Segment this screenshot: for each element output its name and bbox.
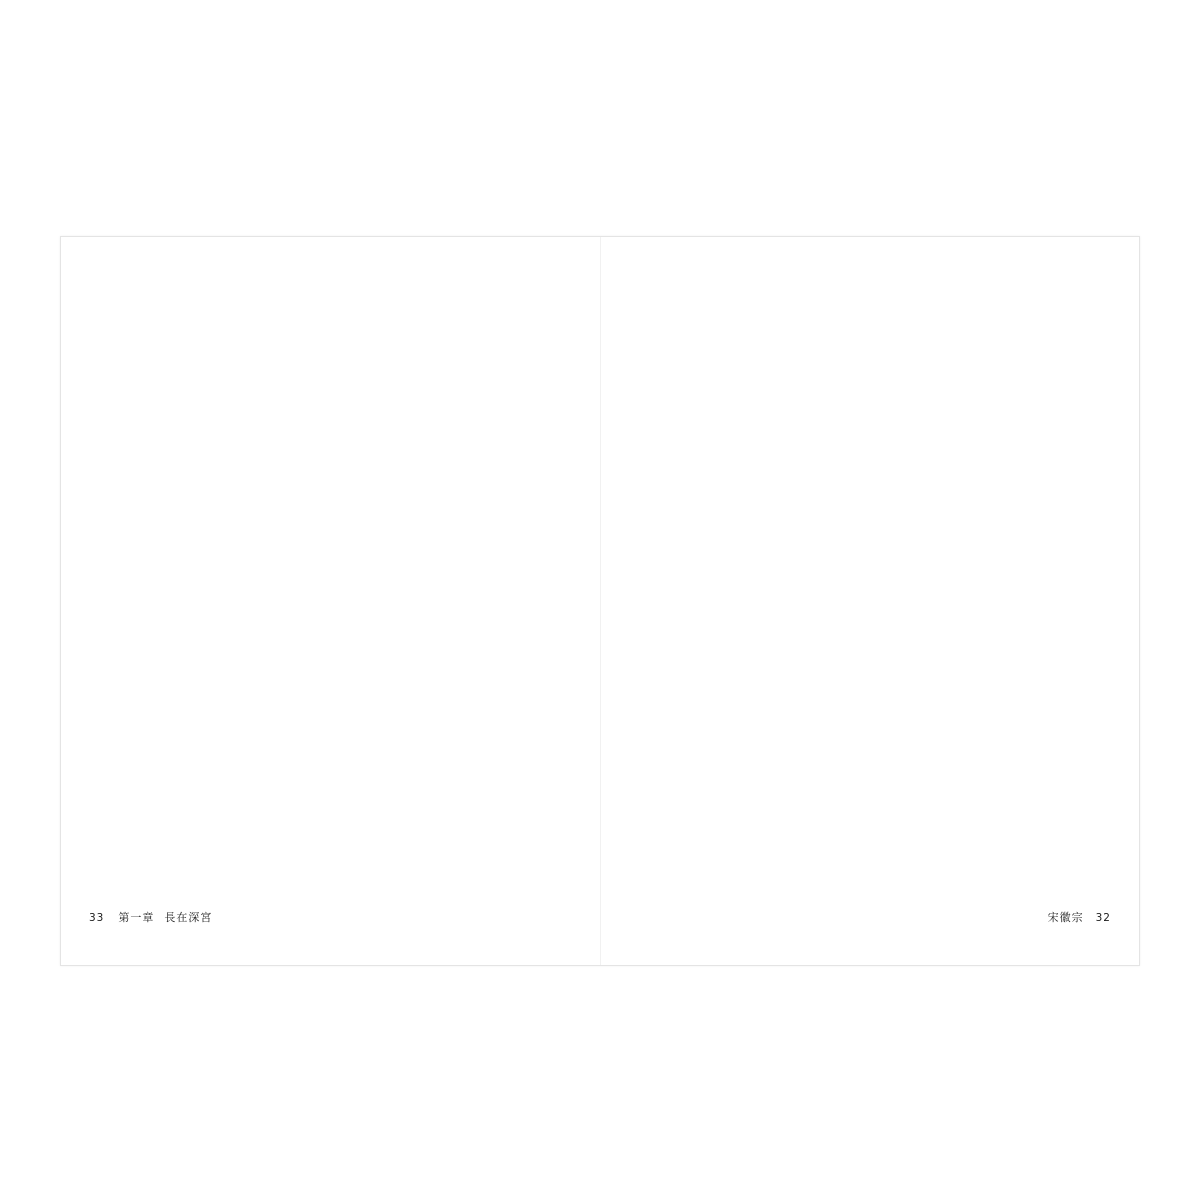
page-number: 32	[1095, 912, 1111, 924]
right-page	[601, 237, 1141, 965]
right-page-footer	[1048, 909, 1111, 925]
right-page-text	[653, 291, 1055, 891]
running-head: 宋徽宗	[1047, 911, 1084, 924]
chapter-label: 第一章	[118, 911, 155, 924]
left-page-footer	[89, 909, 212, 925]
book-spread	[60, 236, 1140, 966]
chapter-title: 長在深宮	[164, 911, 213, 924]
left-page-text	[169, 291, 547, 891]
page-number: 33	[89, 912, 105, 924]
left-page	[61, 237, 601, 965]
